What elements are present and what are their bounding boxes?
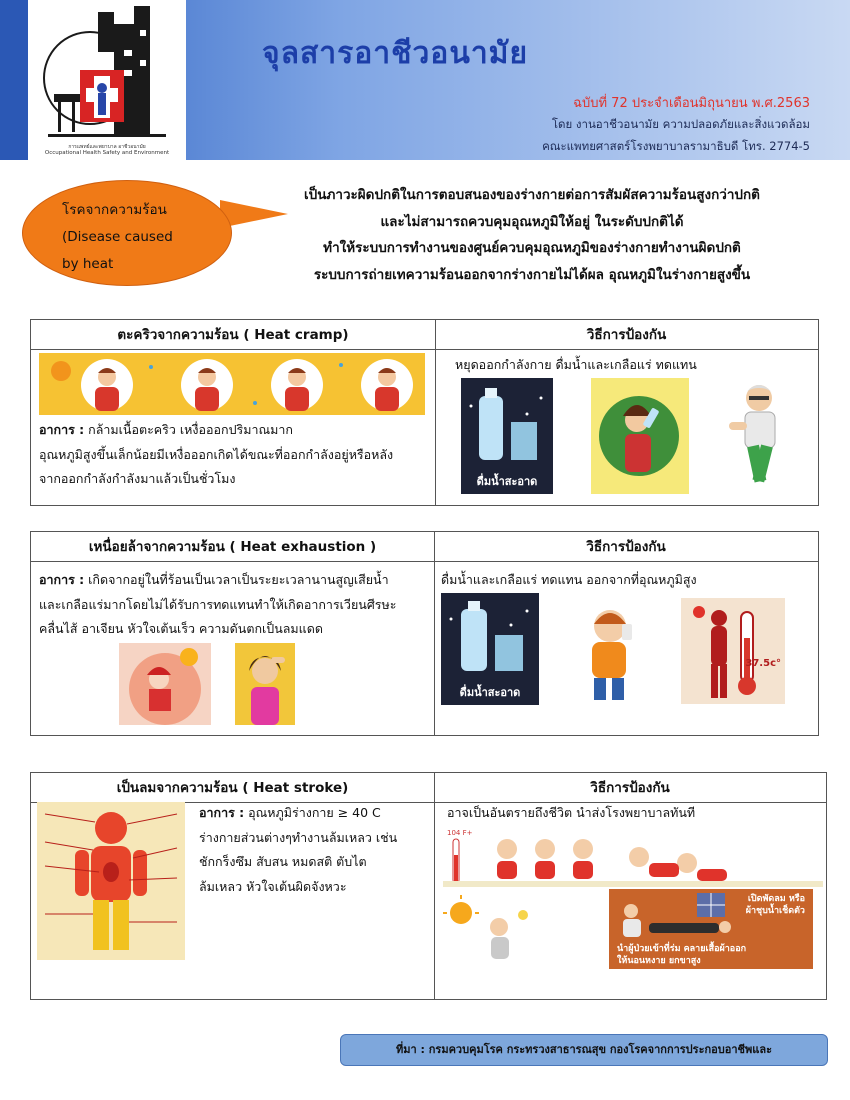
heat-cramp-table xyxy=(30,319,819,506)
drink-water-image xyxy=(461,378,553,494)
heat-exhaustion-table xyxy=(30,531,819,736)
intro-line-3: ทำให้ระบบการทำงานของศูนย์ควบคุมอุณหภูมิของร่างกายทำงานผิดปกติ xyxy=(323,240,741,256)
symptom-line-3: จากออกกำลังกำลังมาแล้วเป็นชั่วโมง xyxy=(39,471,236,486)
thermometer-label: 37.5c° xyxy=(745,658,781,669)
symptom-line-2: และเกลือแร่มากโดยไม่ได้รับการทดแทนทำให้เกิดอาการเวียนศีรษะ xyxy=(39,596,397,612)
publisher-unit: โดย งานอาชีวอนามัย ความปลอดภัยและสิ่งแวดล้อม xyxy=(551,117,810,131)
header-accent-strip xyxy=(0,0,28,160)
intro-line-1: เป็นภาวะผิดปกติในการตอบสนองของร่างกายต่อการสัมผัสความร้อนสูงกว่าปกติ xyxy=(304,187,760,203)
logo-caption: Occupational Health Safety and Environment xyxy=(44,150,170,156)
bubble-line-1: โรคจากความร้อน xyxy=(62,202,167,218)
first-aid-text-4: ให้นอนหงาย ยกขาสูง xyxy=(617,956,701,966)
intro-line-4: ระบบการถ่ายเทความร้อนออกจากร่างกายไม่ได้ผล อุณหภูมิในร่างกายสูงขึ้น xyxy=(313,266,751,283)
elderly-walking-image xyxy=(715,372,805,492)
symptom-line-2: อุณหภูมิสูงขึ้นเล็กน้อยมีเหงื่อออกเกิดได้ขณะที่ออกกำลังอยู่หรือหลัง xyxy=(39,446,394,462)
fever-thermometer-label: 104 F+ xyxy=(447,829,473,837)
symptom-line-3: คลื่นไส้ อาเจียน หัวใจเต้นเร็ว ความดันตกเป็นลมแดด xyxy=(39,621,323,636)
issue-info: ฉบับที่ 72 ประจำเดือนมิถุนายน พ.ศ.2563 xyxy=(573,96,810,111)
symptom-label: อาการ : xyxy=(39,422,85,437)
heat-stroke-symptoms-strip xyxy=(443,829,823,887)
heat-exhaustion-symptoms xyxy=(39,568,433,642)
symptom-line-1: กล้ามเนื้อตะคริว เหงื่อออกปริมาณมาก xyxy=(84,422,293,437)
heat-stroke-table xyxy=(30,772,827,1000)
drink-water-label: ดื่มน้ำสะอาด xyxy=(459,686,521,699)
first-aid-text-3: นำผู้ป่วยเข้าที่ร่ม คลายเสื้อผ้าออก xyxy=(617,944,747,954)
heat-cramp-title: ตะคริวจากความร้อน ( Heat cramp) xyxy=(31,320,435,350)
bubble-text xyxy=(62,197,173,278)
symptom-line-3: ชักกร็งซึม สับสน หมดสติ ตับไต xyxy=(199,854,367,869)
symptom-label: อาการ : xyxy=(199,805,245,820)
heat-exhaustion-title: เหนื่อยล้าจากความร้อน ( Heat exhaustion ) xyxy=(31,532,434,562)
column-divider xyxy=(434,773,435,999)
dizzy-woman-image xyxy=(235,643,295,725)
heat-cramp-prevention-text: หยุดออกกำลังกาย ดื่มน้ำและเกลือแร่ ทดแทน xyxy=(455,357,697,372)
first-aid-image xyxy=(609,889,813,969)
body-thermometer-image xyxy=(681,598,785,704)
symptom-line-1: เกิดจากอยู่ในที่ร้อนเป็นเวลาเป็นระยะเวลานานสูญเสียน้ำ xyxy=(84,572,389,587)
source-citation: ที่มา : กรมควบคุมโรค กระทรวงสาธารณสุข กองโรคจากการประกอบอาชีพและ xyxy=(340,1034,828,1066)
first-aid-text-2: ผ้าชุบน้ำเช็ดตัว xyxy=(745,906,805,916)
svg-text:การแพทย์และพยาบาล อาชีวอนามัย: การแพทย์และพยาบาล อาชีวอนามัย xyxy=(68,144,146,150)
symptom-line-1: อุณหภูมิร่างกาย ≥ 40 C xyxy=(244,805,381,820)
heat-stroke-body-diagram xyxy=(37,802,185,960)
symptom-line-4: ล้มเหลว หัวใจเต้นผิดจังหวะ xyxy=(199,878,347,894)
heat-stroke-prevent-title: วิธีการป้องกัน xyxy=(434,773,826,803)
heat-exhaustion-prevent-title: วิธีการป้องกัน xyxy=(434,532,818,562)
bubble-line-3: by heat xyxy=(62,256,114,272)
heat-cramp-symptoms xyxy=(39,418,435,492)
drink-water-image xyxy=(441,593,539,705)
heat-stroke-title: เป็นลมจากความร้อน ( Heat stroke) xyxy=(31,773,434,803)
logo-graphic xyxy=(28,0,186,160)
intro-definition xyxy=(262,182,802,288)
heat-exhaustion-prevention-text: ดื่มน้ำและเกลือแร่ ทดแทน ออกจากที่อุณหภูมิสูง xyxy=(441,572,697,587)
child-drinking-image xyxy=(568,596,652,704)
first-aid-text-1: เปิดพัดลม หรือ xyxy=(747,894,805,904)
heat-stroke-prevention-text: อาจเป็นอันตรายถึงชีวิต นำส่งโรงพยาบาลทันที xyxy=(447,805,696,820)
sun-fainting-image xyxy=(443,893,531,967)
drink-water-label: ดื่มน้ำสะอาด xyxy=(476,475,538,488)
sun-heat-person-image xyxy=(119,643,211,725)
hospital-logo xyxy=(28,0,186,160)
column-divider xyxy=(434,532,435,735)
intro-line-2: และไม่สามารถควบคุมอุณหภูมิให้อยู่ ในระดับปกติได้ xyxy=(380,213,684,230)
newsletter-title: จุลสารอาชีวอนามัย xyxy=(262,36,529,71)
symptom-line-2: ร่างกายส่วนต่างๆทำงานล้มเหลว เช่น xyxy=(199,829,398,845)
column-divider xyxy=(435,320,436,505)
publisher-department: คณะแพทยศาสตร์โรงพยาบาลรามาธิบดี โทร. 2774-5 xyxy=(542,139,810,153)
person-drinking-image xyxy=(591,378,689,494)
bubble-line-2: (Disease caused xyxy=(62,229,173,245)
cramp-figures xyxy=(39,353,425,415)
heat-stroke-symptoms xyxy=(199,801,433,899)
heat-cramp-prevent-title: วิธีการป้องกัน xyxy=(435,320,818,350)
heat-cramp-illustration xyxy=(39,353,425,415)
symptom-label: อาการ : xyxy=(39,572,85,587)
